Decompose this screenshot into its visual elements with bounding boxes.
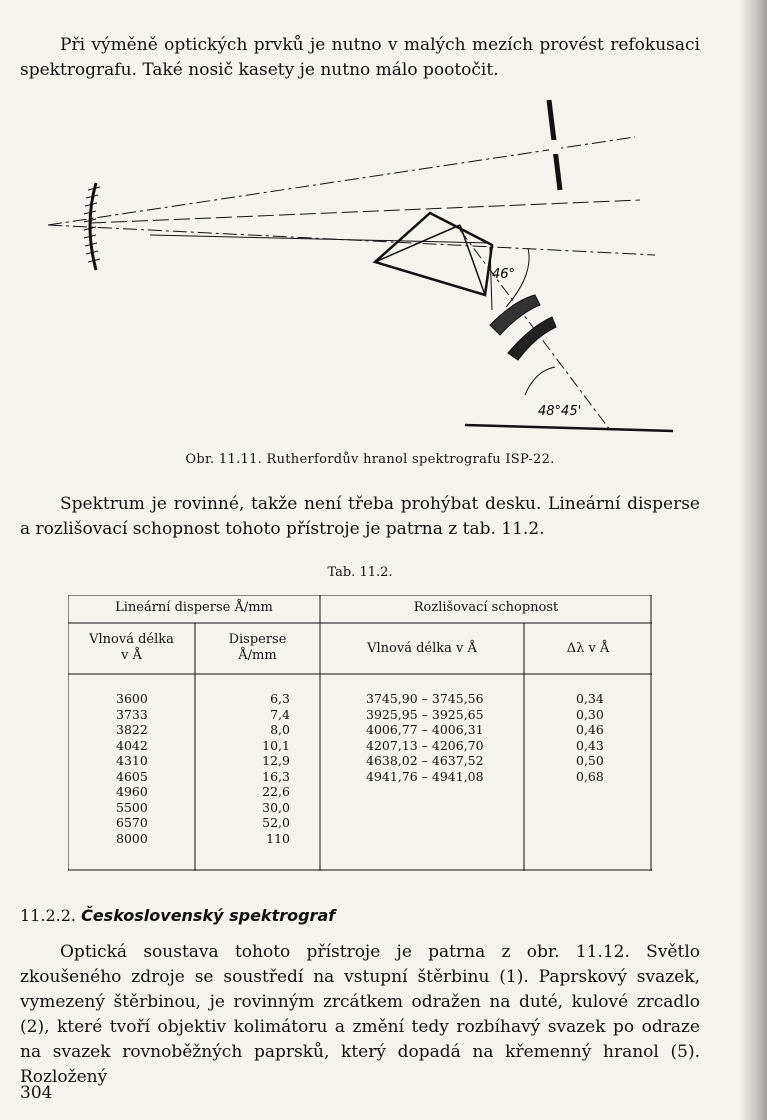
beam-axis bbox=[48, 137, 635, 225]
page-number: 304 bbox=[20, 1083, 53, 1103]
table-cell-wavelength: 4042 bbox=[116, 737, 148, 753]
table-cell-dispersion: 16,3 bbox=[262, 768, 290, 784]
table-cell-wavelength-range: 4941,76 – 4941,08 bbox=[366, 768, 484, 784]
table-cell-wavelength: 5500 bbox=[116, 799, 148, 815]
paragraph-spectrum bbox=[20, 492, 700, 542]
table-cell-dispersion: 22,6 bbox=[262, 784, 290, 799]
header-wavelength-line2: v Å bbox=[121, 648, 142, 663]
column-wavelength bbox=[116, 691, 148, 846]
header-dispersion-line1: Disperse bbox=[228, 632, 287, 647]
table-cell-wavelength: 3600 bbox=[116, 691, 148, 706]
table-cell-wavelength-range: 4207,13 – 4206,70 bbox=[366, 737, 484, 753]
table-cell-delta-lambda: 0,46 bbox=[576, 722, 604, 737]
section-number: 11.2.2. bbox=[20, 906, 76, 925]
column-delta-lambda bbox=[576, 691, 604, 784]
header-dispersion-line2: Å/mm bbox=[238, 648, 277, 663]
column-wavelength-range bbox=[366, 691, 484, 784]
figure-caption: Obr. 11.11. Rutherfordův hranol spektrografu ISP-22. bbox=[185, 452, 555, 467]
table-cell-wavelength: 4310 bbox=[116, 753, 148, 768]
header-wavelength-line1: Vlnová délka bbox=[89, 632, 174, 647]
column-dispersion bbox=[238, 691, 290, 846]
section-title: Československý spektrograf bbox=[81, 906, 336, 925]
table-cell-wavelength: 3822 bbox=[116, 722, 148, 737]
table-title: Tab. 11.2. bbox=[327, 565, 393, 580]
page-gutter-shadow bbox=[739, 0, 767, 1120]
table-cell-delta-lambda: 0,30 bbox=[576, 706, 604, 722]
paragraph-czech-spectrograph bbox=[20, 940, 700, 1090]
header-linear-dispersion: Lineární disperse Å/mm bbox=[115, 600, 273, 615]
camera-lens-2 bbox=[508, 317, 556, 360]
table-cell-delta-lambda: 0,50 bbox=[576, 753, 604, 768]
header-wavelength bbox=[68, 632, 195, 664]
header-wavelength-range: Vlnová délka v Å bbox=[367, 641, 477, 656]
table-cell-wavelength: 6570 bbox=[116, 815, 148, 830]
paragraph-intro-text: Při výměně optických prvků je nutno v malých mezích provést refokusaci spektrografu. Také nosič kasety je nutno málo pootočit. bbox=[20, 35, 700, 80]
table-cell-delta-lambda: 0,34 bbox=[576, 691, 604, 706]
table-cell-wavelength-range: 3925,95 – 3925,65 bbox=[366, 706, 484, 722]
table-cell-wavelength: 3733 bbox=[116, 706, 148, 722]
table-cell-wavelength-range: 4006,77 – 4006,31 bbox=[366, 722, 484, 737]
paragraph-spectrum-text: Spektrum je rovinné, takže není třeba prohýbat desku. Lineární disperse a rozlišovací schopnost tohoto přístroje je patrna z tab. 11.2. bbox=[20, 494, 700, 539]
data-table bbox=[68, 595, 652, 871]
angle-label-46: 46° bbox=[492, 267, 516, 282]
table-cell-wavelength: 8000 bbox=[116, 830, 148, 846]
spectrograph-figure bbox=[30, 95, 680, 440]
table-cell-dispersion: 110 bbox=[266, 830, 290, 846]
table-cell-dispersion: 10,1 bbox=[262, 737, 290, 753]
table-cell-wavelength-range: 4638,02 – 4637,52 bbox=[366, 753, 484, 768]
header-delta-lambda: Δλ v Å bbox=[566, 641, 610, 656]
paragraph-czech-spectrograph-text: Optická soustava tohoto přístroje je patrna z obr. 11.12. Světlo zkoušeného zdroje se soustředí na vstupní štěrbinu (1). Paprskový svazek, vymezený štěrbinou, je rovinným zrcátkem odražen na duté, kulové zrcadlo (2), které tvoří objektiv kolimátoru a změní tedy rozbíhavý svazek po odraze na svazek rovnoběžných paprsků, který dopadá na křemenný hranol (5). Rozložený bbox=[20, 942, 700, 1087]
table-cell-dispersion: 12,9 bbox=[262, 753, 290, 768]
table-cell-delta-lambda: 0,68 bbox=[576, 768, 604, 784]
table-cell-dispersion: 6,3 bbox=[270, 691, 290, 706]
header-dispersion bbox=[195, 632, 320, 664]
table-cell-dispersion: 8,0 bbox=[270, 722, 290, 737]
header-resolving-power: Rozlišovací schopnost bbox=[413, 600, 559, 615]
table-cell-dispersion: 7,4 bbox=[270, 706, 290, 722]
table-cell-dispersion: 52,0 bbox=[262, 815, 290, 830]
paragraph-intro bbox=[20, 33, 700, 83]
photographic-plate bbox=[465, 425, 673, 431]
section-heading bbox=[20, 906, 335, 925]
table-cell-dispersion: 30,0 bbox=[262, 799, 290, 815]
table-cell-delta-lambda: 0,43 bbox=[576, 737, 604, 753]
table-cell-wavelength: 4960 bbox=[116, 784, 148, 799]
beam-mid bbox=[90, 200, 640, 223]
table-cell-wavelength-range: 3745,90 – 3745,56 bbox=[366, 691, 484, 706]
table-cell-wavelength: 4605 bbox=[116, 768, 148, 784]
angle-label-4845: 48°45' bbox=[538, 404, 582, 419]
